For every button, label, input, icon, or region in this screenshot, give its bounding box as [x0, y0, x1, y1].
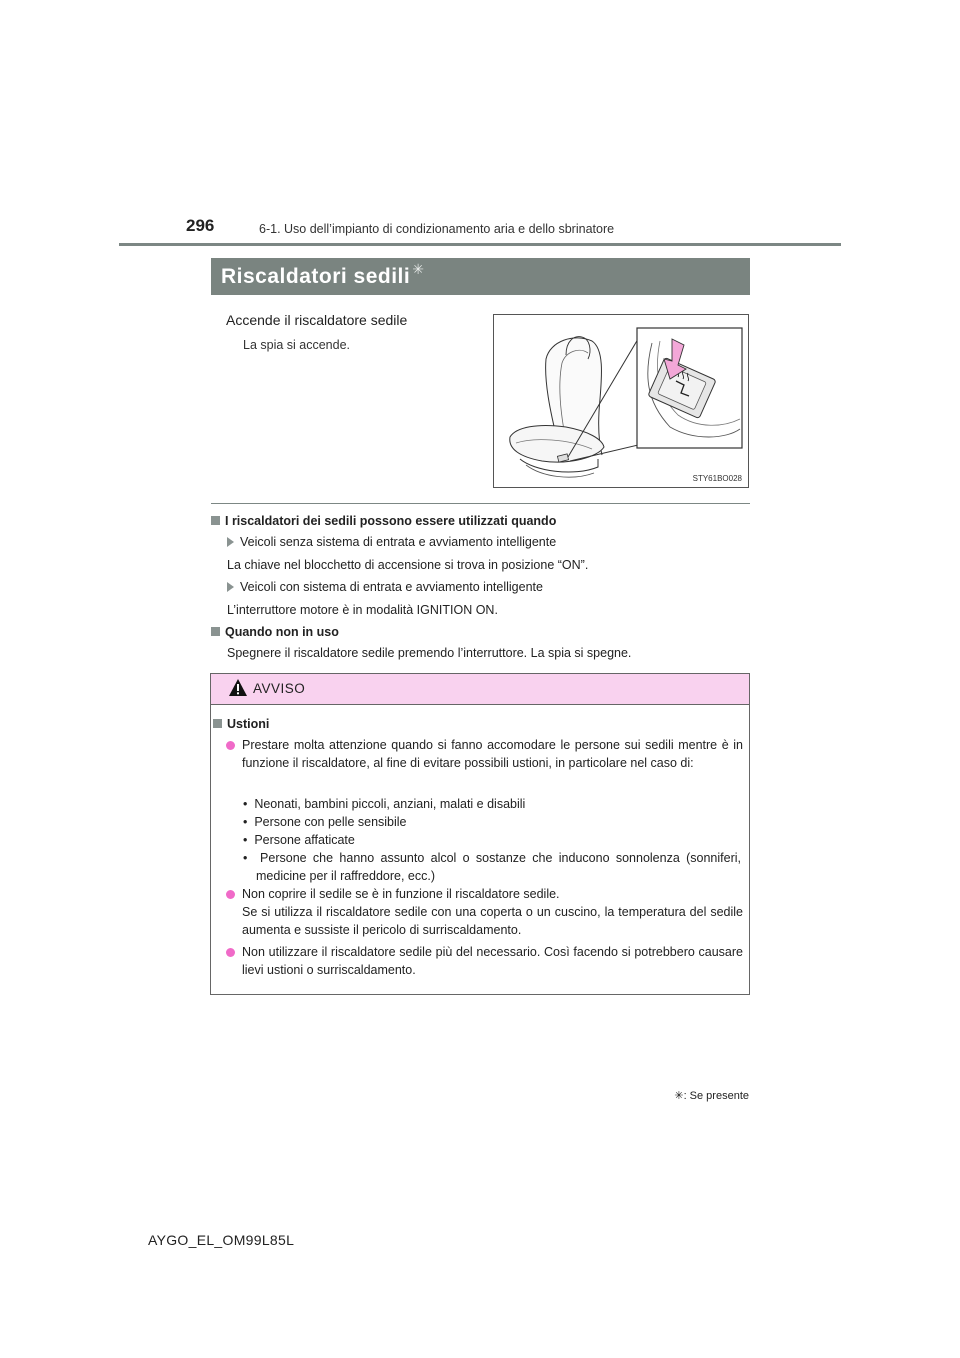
warning-bullet-3: Non utilizzare il riscaldatore sedile più del necessario. Così facendo si potrebbero causare lievi ustioni o surriscaldamento. [242, 944, 743, 979]
seat-heater-illustration [493, 314, 749, 488]
section-heading-when-not-in-use: Quando non in uso [211, 624, 339, 641]
warning-bullet-2-detail: Se si utilizza il riscaldatore sedile con una coperta o un cuscino, la temperatura del sedile aumenta e sussiste il pericolo di surriscaldamento. [242, 905, 743, 937]
triangle-bullet-icon [227, 537, 234, 547]
section-heading-usage-conditions: I riscaldatori dei sedili possono essere utilizzati quando [211, 513, 556, 530]
header-rule [119, 243, 841, 246]
warning-bullet-2: Non coprire il sedile se è in funzione il riscaldatore sedile. [242, 886, 743, 904]
round-bullet-icon [226, 890, 235, 899]
warning-header [211, 674, 749, 705]
page-title: Riscaldatori sedili [221, 264, 411, 288]
warning-sub-item-2: • Persone con pelle sensibile [243, 815, 407, 829]
warning-sub-item-3: • Persone affaticate [243, 833, 355, 847]
square-bullet-icon [211, 627, 220, 636]
warning-triangle-icon [228, 678, 248, 698]
condition-text-ignition-key: La chiave nel blocchetto di accensione si trova in posizione “ON”. [227, 558, 589, 572]
figure-code: STY61BO028 [692, 474, 742, 483]
intro-sub-text: La spia si accende. [243, 338, 351, 352]
seat-illustration-icon [494, 315, 748, 487]
warning-sub-item-4: • Persone che hanno assunto alcol o sostanze che inducono sonnolenza (sonniferi, medicine per il raffreddore, ecc.) [243, 851, 742, 883]
section-divider [211, 503, 750, 504]
triangle-bullet-icon [227, 582, 234, 592]
warning-sub-item-1: • Neonati, bambini piccoli, anziani, malati e disabili [243, 797, 526, 811]
when-not-in-use-text: Spegnere il riscaldatore sedile premendo l’interruttore. La spia si spegne. [227, 646, 632, 660]
asterisk-icon: ✳ [412, 261, 424, 277]
warning-box [210, 673, 750, 995]
section-header: 6-1. Uso dell’impianto di condizionamento aria e dello sbrinatore [259, 222, 615, 236]
document-code: AYGO_EL_OM99L85L [148, 1232, 295, 1248]
warning-heading-burns: Ustioni [213, 716, 269, 734]
round-bullet-icon [226, 948, 235, 957]
warning-title: AVVISO [253, 681, 306, 696]
condition-with-smart-key: Veicoli con sistema di entrata e avviamento intelligente [227, 579, 543, 596]
asterisk-icon: ✳ [674, 1090, 684, 1102]
intro-main-text: Accende il riscaldatore sedile [226, 312, 408, 328]
condition-without-smart-key: Veicoli senza sistema di entrata e avviamento intelligente [227, 534, 556, 551]
condition-text-engine-switch: L’interruttore motore è in modalità IGNITION ON. [227, 603, 498, 617]
warning-bullet-1: Prestare molta attenzione quando si fanno accomodare le persone sui sedili mentre è in funzione il riscaldatore, al fine di evitare possibili ustioni, in particolare nel caso di: [242, 737, 743, 772]
round-bullet-icon [226, 741, 235, 750]
square-bullet-icon [211, 516, 220, 525]
square-bullet-icon [213, 719, 222, 728]
title-bar [211, 258, 750, 295]
page-number: 296 [186, 216, 215, 235]
footnote: ✳: Se presente [674, 1090, 749, 1102]
